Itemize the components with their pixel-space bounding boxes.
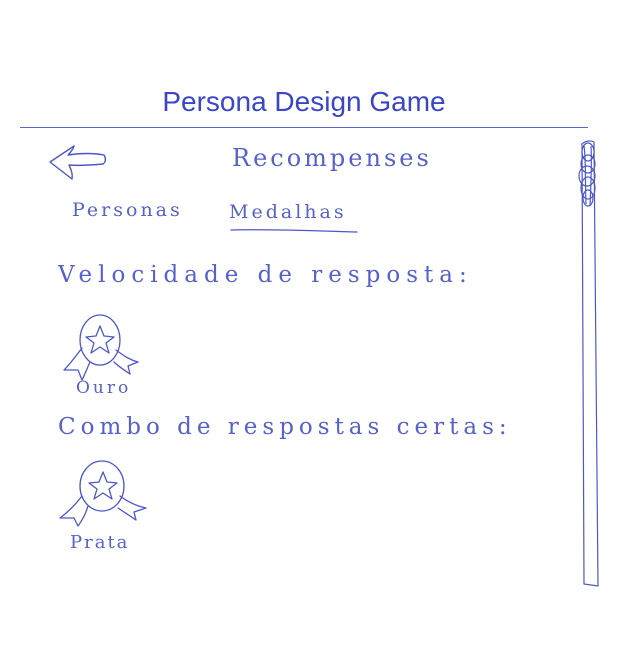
medal-label-silver: Prata: [70, 532, 130, 553]
section-heading-speed: Velocidade de resposta:: [58, 262, 473, 288]
tab-personas[interactable]: Personas: [72, 199, 183, 221]
medal-label-gold: Ouro: [76, 378, 132, 398]
section-heading-combo: Combo de respostas certas:: [58, 414, 512, 440]
tab-medalhas[interactable]: Medalhas: [229, 201, 347, 223]
tab-medalhas-underline: [230, 228, 358, 234]
arrow-left-icon: [50, 146, 105, 179]
title-divider: [20, 127, 588, 128]
medal-star-icon: [58, 310, 158, 382]
page-header-label: Recompenses: [232, 144, 432, 172]
scrollbar-thumb[interactable]: [579, 143, 595, 206]
app-title: Persona Design Game: [162, 86, 446, 117]
medal-star-icon: [54, 456, 154, 528]
back-button[interactable]: [46, 143, 108, 183]
scrollbar[interactable]: [574, 138, 604, 590]
